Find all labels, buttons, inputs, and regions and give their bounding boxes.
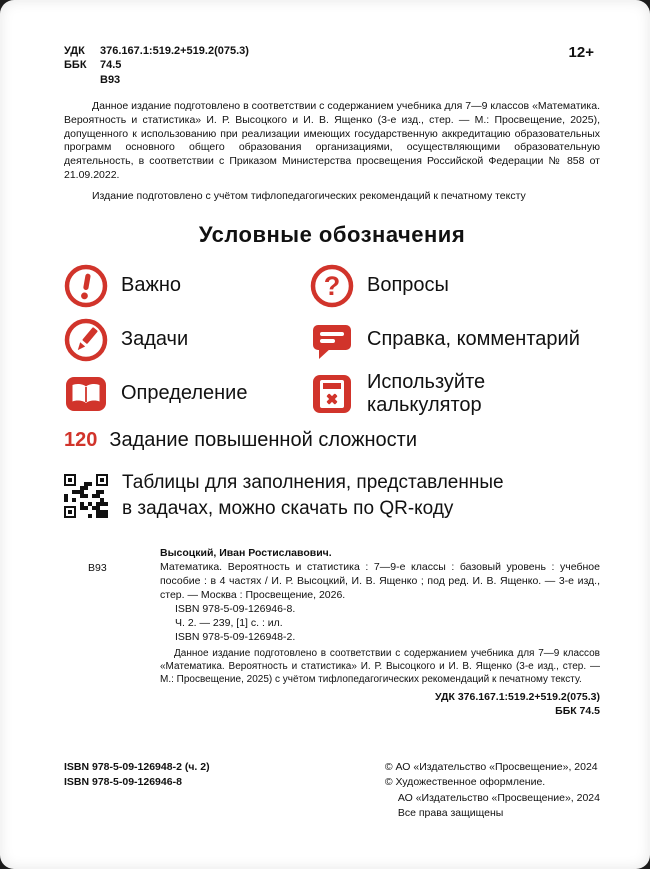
legend-item-label: Используйте калькулятор bbox=[367, 370, 486, 416]
svg-text:?: ? bbox=[323, 270, 341, 301]
biblio-note: Данное издание подготовлено в соответствии с содержанием учебника для 7—9 классов «Математика. Вероятность и статистика» И. Р. Высоцкого и И. В. Ященко (3-е изд., стер. — М.: Просвещение, 2025) с учётом тифлопедагогических рекомендаций к печатному тексту. bbox=[160, 647, 600, 685]
biblio-code: В93 bbox=[88, 562, 107, 575]
pencil-circle-icon bbox=[64, 318, 108, 362]
comment-bubble-icon bbox=[310, 318, 354, 362]
biblio-bbk: ББК 74.5 bbox=[555, 704, 600, 717]
qr-note bbox=[64, 470, 600, 521]
udk-row bbox=[64, 44, 249, 58]
copyright-line4: Все права защищены bbox=[397, 806, 504, 819]
udk-label: УДК bbox=[64, 45, 85, 57]
biblio-isbn-part: ISBN 978-5-09-126948-2. bbox=[175, 630, 296, 643]
legend-item-label: Справка, комментарий bbox=[367, 328, 580, 351]
biblio-part-line: Ч. 2. — 239, [1] с. : ил. bbox=[175, 616, 283, 629]
legend-item-reference bbox=[310, 317, 600, 363]
copyright-block bbox=[385, 760, 600, 821]
bbk-label: ББК bbox=[64, 59, 87, 72]
advanced-task-label: Задание повышенной сложности bbox=[109, 428, 418, 451]
question-circle-icon bbox=[310, 264, 354, 308]
age-restriction-badge: 12+ bbox=[568, 44, 594, 61]
exclamation-circle-icon bbox=[64, 264, 108, 308]
biblio-classification-codes bbox=[160, 691, 600, 718]
biblio-udk: УДК 376.167.1:519.2+519.2(075.3) bbox=[435, 690, 600, 703]
legend-item-questions bbox=[310, 263, 600, 309]
imprint-footer bbox=[64, 760, 600, 821]
edition-compliance-note: Данное издание подготовлено в соответствии с содержанием учебника для 7—9 классов «Математика. Вероятность и статистика» И. Р. Высоцкого и И. В. Ященко (3-е изд., стер. — М.: Просвещение, 2025), допущенного к использованию при реализации имеющих государственную аккредитацию образовательных программ основного общего образования организациями, осуществляющими образовательную деятельность, в соответствии с Приказом Министерства просвещения Российской Федерации № 858 от 21.09.2022. bbox=[64, 99, 600, 182]
legend-title: Условные обозначения bbox=[198, 221, 466, 247]
legend-item-label: Важно bbox=[121, 274, 182, 297]
footer-isbn-line1: ISBN 978-5-09-126948-2 (ч. 2) bbox=[64, 761, 210, 774]
udk-value: 376.167.1:519.2+519.2(075.3) bbox=[100, 45, 249, 57]
qr-note-line2: в задачах, можно скачать по QR-коду bbox=[122, 497, 454, 519]
legend-item-important bbox=[64, 263, 310, 309]
legend-grid bbox=[64, 263, 600, 417]
advanced-task-number: 120 bbox=[64, 428, 98, 451]
qr-code-icon bbox=[64, 474, 108, 518]
copyright-line3: АО «Издательство «Просвещение», 2024 bbox=[397, 791, 600, 804]
advanced-task-note bbox=[64, 429, 600, 452]
legend-item-label: Задачи bbox=[121, 328, 189, 351]
bbk-value: 74.5 bbox=[100, 59, 122, 72]
author-code: В93 bbox=[100, 73, 121, 86]
page-header bbox=[64, 44, 600, 87]
biblio-isbn-series: ISBN 978-5-09-126946-8. bbox=[175, 603, 296, 615]
bibliographic-record bbox=[88, 547, 600, 718]
qr-note-text bbox=[122, 470, 504, 521]
bbk-row bbox=[64, 58, 249, 72]
legend-item-calculator bbox=[310, 371, 600, 417]
calculator-icon bbox=[310, 372, 354, 416]
biblio-description: Математика. Вероятность и статистика : 7—9-е классы : базовый уровень : учебное пособие : в 4 частях / И. Р. Высоцкий, И. В. Ященко ; под ред. И. В. Ященко. — 3-е изд., стер. — Москва : Просвещение, 2026. bbox=[160, 561, 600, 602]
copyright-line2: © Художественное оформление. bbox=[384, 776, 546, 789]
typhlopedagogical-note: Издание подготовлено с учётом тифлопедагогических рекомендаций к печатному тексту bbox=[92, 190, 526, 203]
classification-codes bbox=[64, 44, 249, 87]
copyright-line1: © АО «Издательство «Просвещение», 2024 bbox=[384, 761, 598, 774]
legend-item-label: Вопросы bbox=[367, 274, 449, 297]
author-code-row bbox=[64, 73, 249, 87]
legend-item-definition bbox=[64, 371, 310, 417]
biblio-author: Высоцкий, Иван Ростиславович. bbox=[160, 547, 332, 560]
footer-isbn-line2: ISBN 978-5-09-126946-8 bbox=[64, 776, 182, 789]
legend-item-label: Определение bbox=[121, 382, 248, 405]
legend-item-tasks bbox=[64, 317, 310, 363]
qr-note-line1: Таблицы для заполнения, представленные bbox=[122, 471, 504, 493]
footer-isbn-block bbox=[64, 760, 210, 790]
open-book-icon bbox=[64, 372, 108, 416]
